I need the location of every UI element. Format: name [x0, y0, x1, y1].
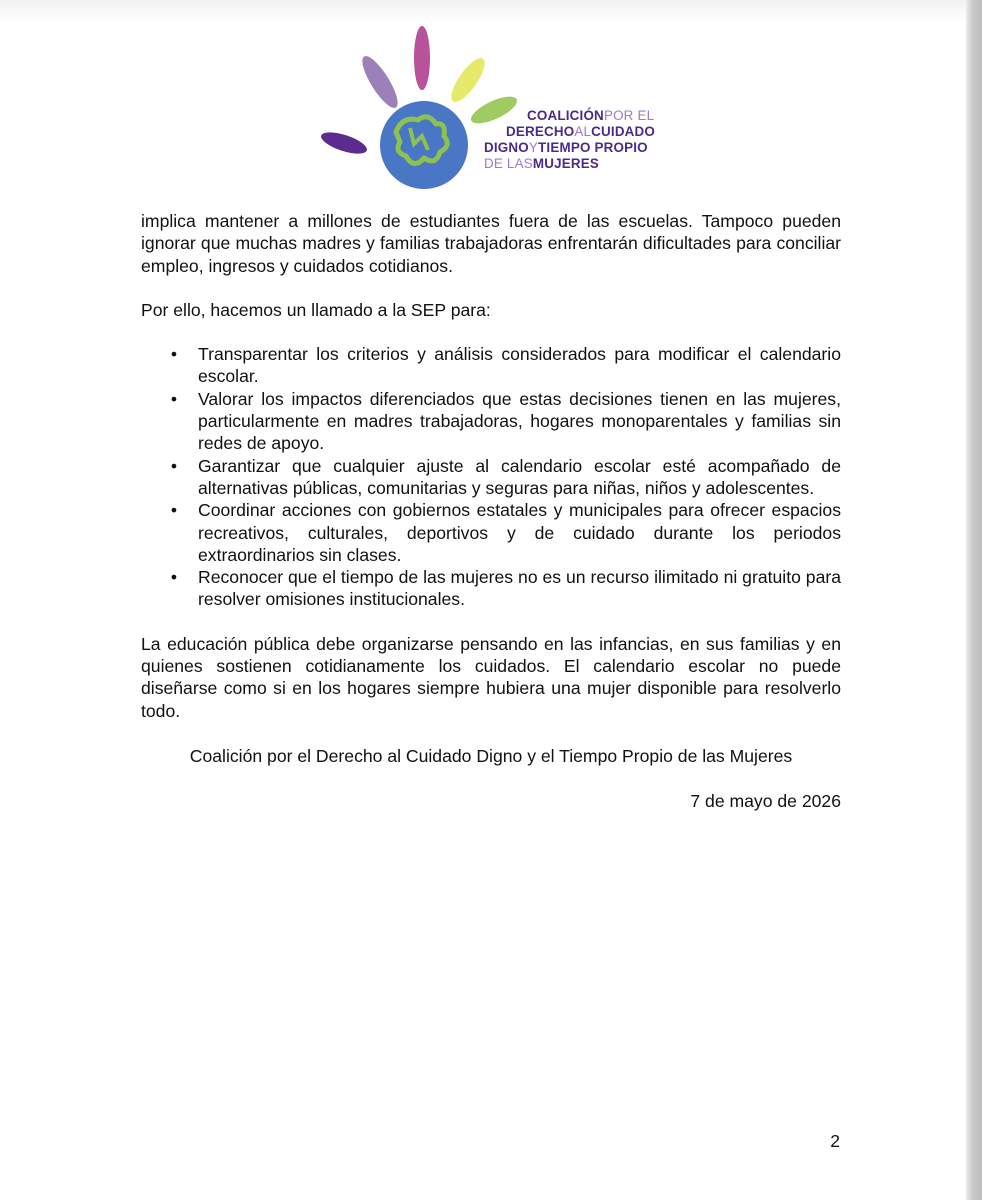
demand-text: Garantizar que cualquier ajuste al calendario escolar esté acompañado de alternativas públicas, comunitarias y seguras para niñas, niños y adolescentes.	[198, 455, 841, 498]
logo-line-4	[484, 156, 655, 172]
coalition-logo	[318, 20, 678, 195]
lavender-finger-icon	[356, 52, 403, 112]
bullet-icon: •	[170, 344, 178, 365]
logo-word-tiempo-propio: TIEMPO PROPIO	[538, 140, 648, 155]
bullet-icon: •	[170, 500, 178, 521]
page-edge-shadow	[966, 0, 982, 1200]
demand-text: Coordinar acciones con gobiernos estatales y municipales para ofrecer espacios recreativos, culturales, deportivos y de cuidado durante los periodos extraordinarios sin clases.	[198, 500, 841, 565]
yellow-finger-icon	[446, 54, 491, 107]
bullet-icon: •	[170, 388, 178, 409]
logo-word-derecho: DERECHO	[506, 124, 575, 139]
logo-word-y: Y	[528, 140, 539, 155]
bullet-icon: •	[170, 455, 178, 476]
logo-word-cuidado: CUIDADO	[591, 124, 656, 139]
logo-word-al: AL	[574, 124, 592, 139]
list-item	[141, 388, 841, 455]
logo-word-coalicion: COALICIÓN	[527, 108, 604, 123]
intro-paragraph: implica mantener a millones de estudiantes fuera de las escuelas. Tampoco pueden ignorar que muchas madres y familias trabajadoras enfrentarán dificultades para conciliar empleo, ingresos y cuidados cotidianos.	[141, 211, 841, 276]
signature-line: Coalición por el Derecho al Cuidado Digno y el Tiempo Propio de las Mujeres	[189, 745, 793, 766]
list-item	[141, 566, 841, 611]
list-item	[141, 499, 841, 566]
document-date: 7 de mayo de 2026	[690, 791, 841, 812]
magenta-finger-icon	[414, 26, 430, 90]
logo-word-de-las: DE LAS	[484, 156, 533, 171]
demand-text: Valorar los impactos diferenciados que estas decisiones tienen en las mujeres, particularmente en madres trabajadoras, hogares monoparentales y familias sin redes de apoyo.	[198, 388, 841, 454]
list-item	[141, 343, 841, 388]
purple-thumb-icon	[319, 128, 370, 158]
bullet-icon: •	[170, 567, 178, 588]
demand-text: Transparentar los criterios y análisis considerados para modificar el calendario escolar.	[198, 344, 841, 387]
demands-list	[141, 343, 841, 611]
logo-line-2	[484, 124, 655, 140]
list-item	[141, 455, 841, 500]
logo-word-por-el: POR EL	[603, 108, 655, 123]
document-body	[141, 210, 841, 813]
logo-line-1	[484, 108, 655, 124]
page-top-shadow	[0, 0, 966, 22]
logo-line-3	[484, 140, 655, 156]
logo-word-digno: DIGNO	[484, 140, 529, 155]
closing-paragraph: La educación pública debe organizarse pensando en las infancias, en sus familias y en quienes sostienen cotidianamente los cuidados. El calendario escolar no puede diseñarse como si en los hogares siempre hubiera una mujer disponible para resolverlo todo.	[141, 633, 841, 721]
page-number: 2	[830, 1131, 840, 1151]
call-to-action-paragraph: Por ello, hacemos un llamado a la SEP para:	[141, 299, 491, 320]
logo-wordmark	[484, 108, 655, 172]
demand-text: Reconocer que el tiempo de las mujeres no es un recurso ilimitado ni gratuito para resolver omisiones institucionales.	[198, 567, 841, 610]
logo-word-mujeres: MUJERES	[532, 156, 599, 171]
